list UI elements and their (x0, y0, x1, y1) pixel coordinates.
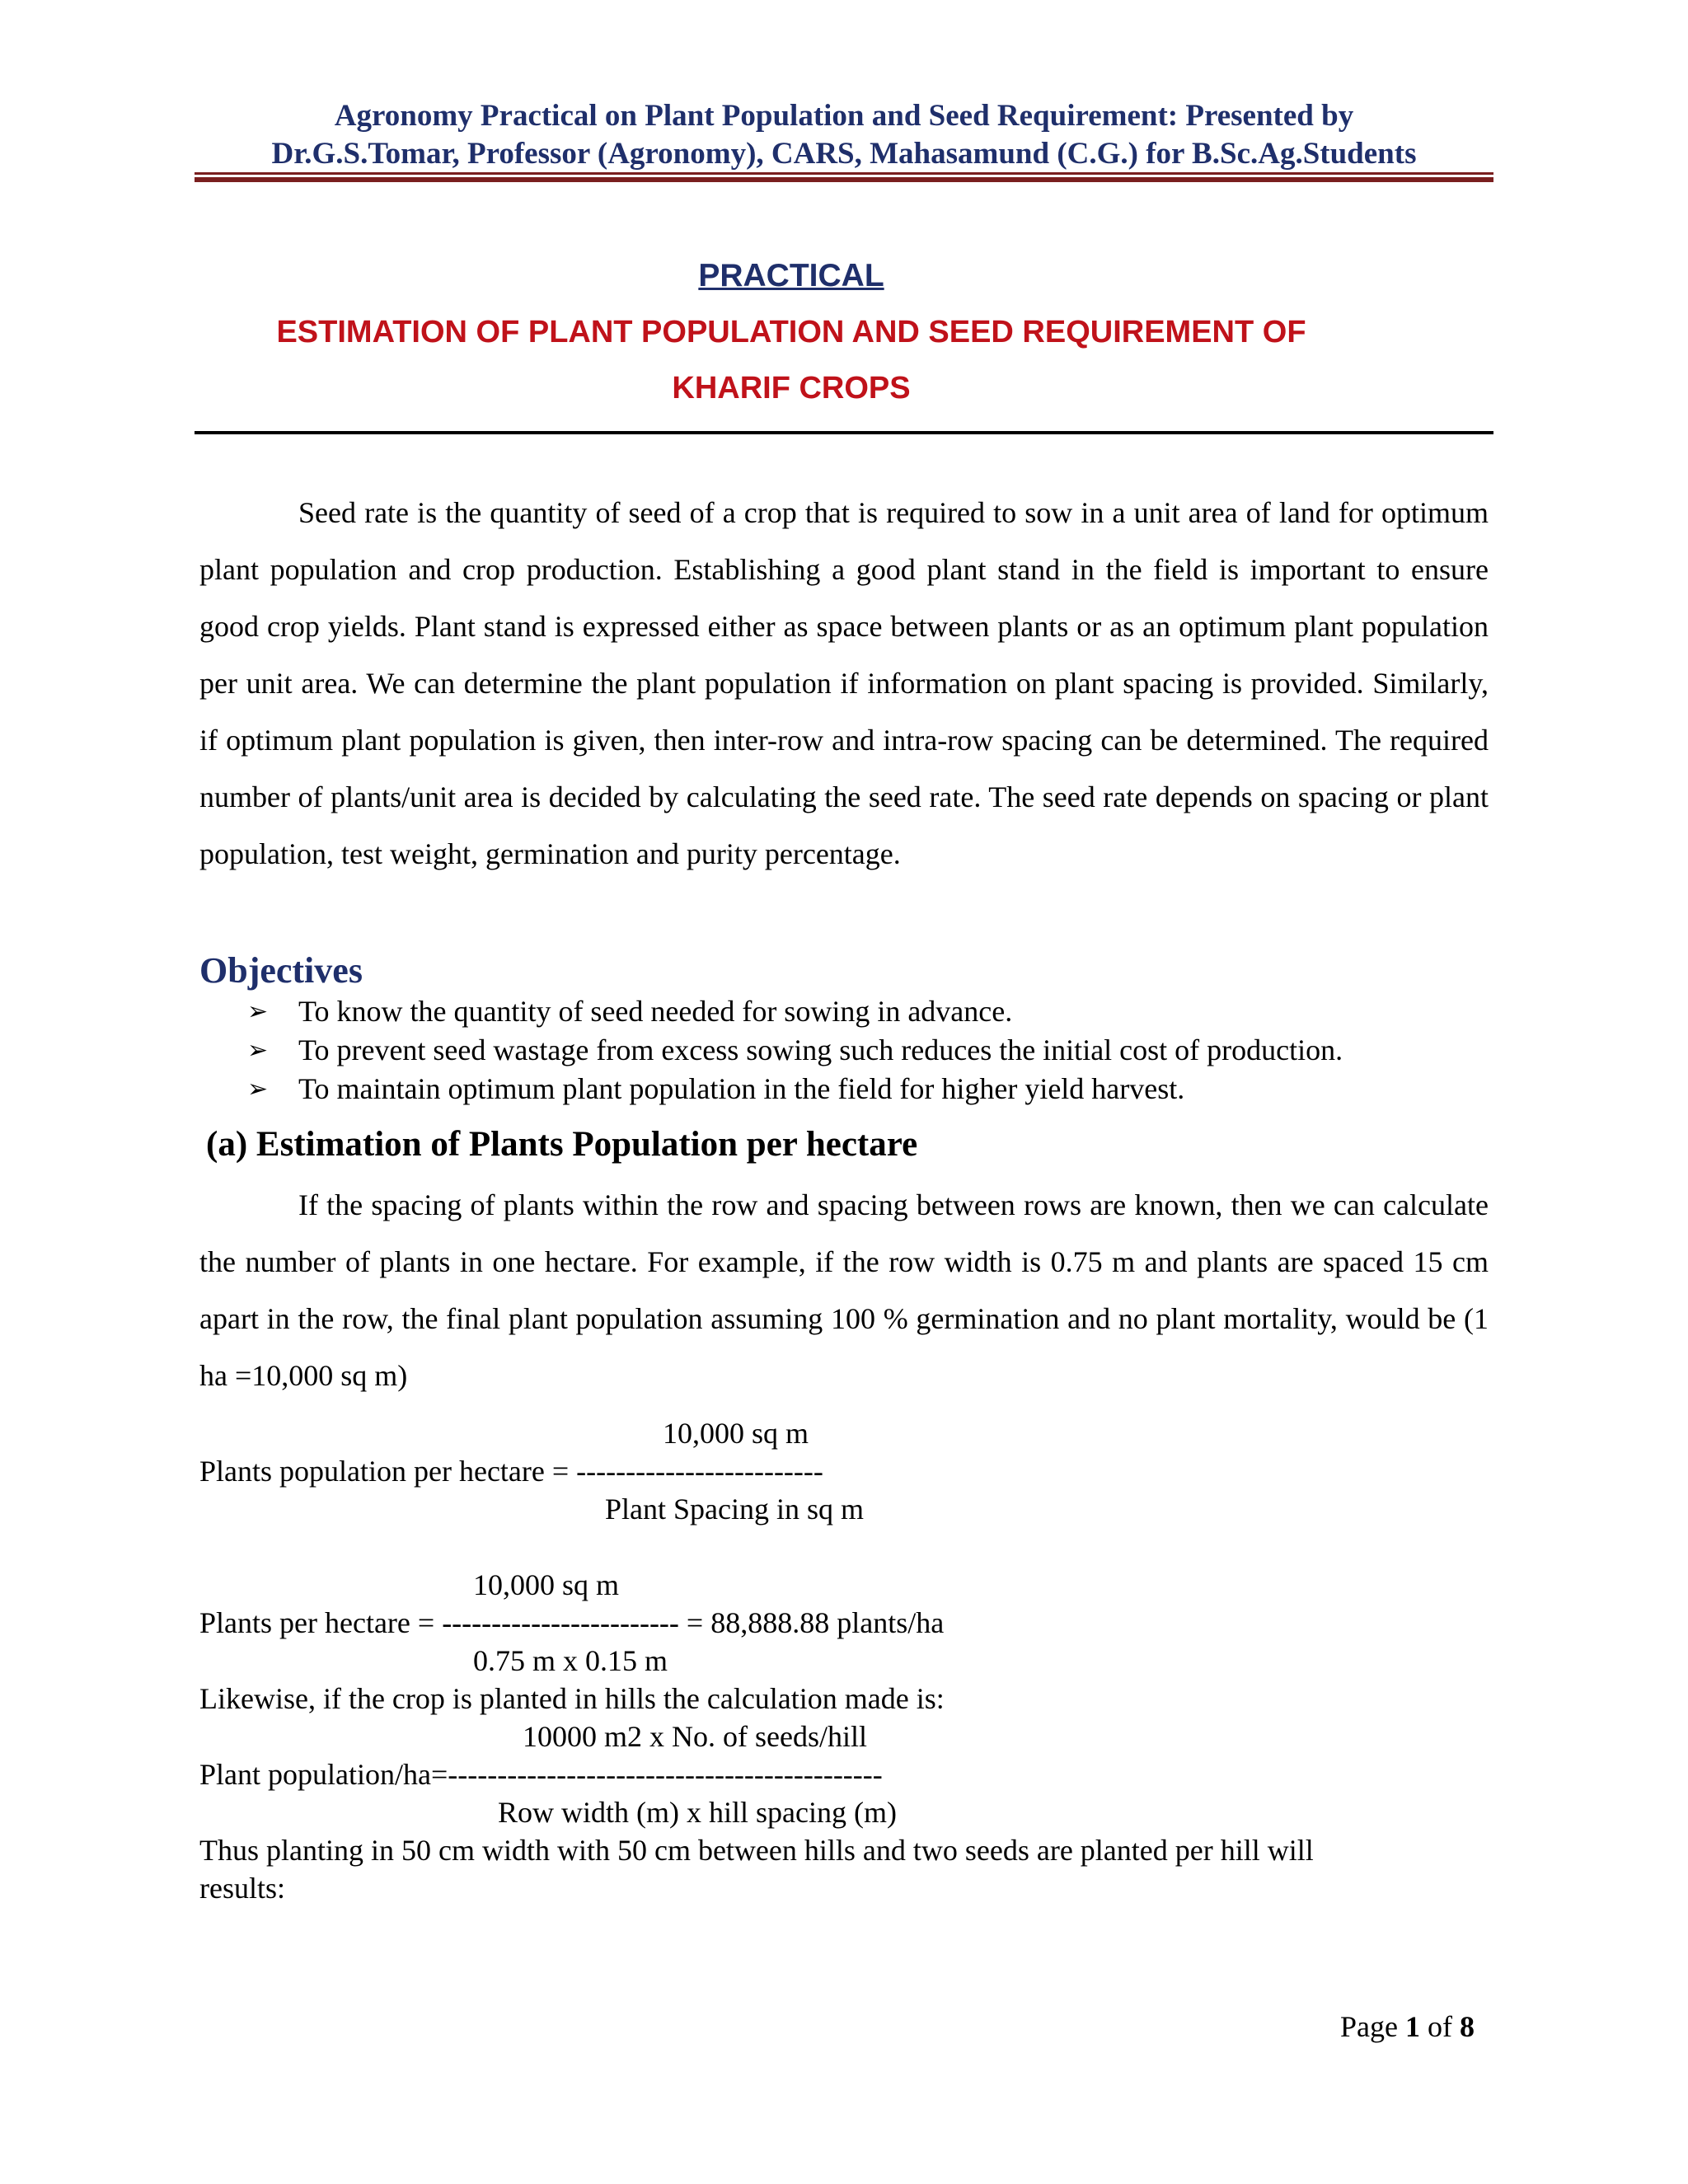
header-rule-thin (195, 172, 1493, 175)
formula3-denominator: Row width (m) x hill spacing (m) (498, 1796, 897, 1829)
list-item (247, 992, 1343, 1031)
section-a-heading: (a) Estimation of Plants Population per hectare (206, 1125, 918, 1164)
list-item (247, 1031, 1343, 1070)
header-rule-thick (195, 177, 1493, 182)
likewise-text: Likewise, if the crop is planted in hills the calculation made is: (199, 1682, 945, 1715)
title-line-1: ESTIMATION OF PLANT POPULATION AND SEED REQUIREMENT OF (276, 315, 1306, 349)
list-item (247, 1070, 1343, 1108)
objectives-heading: Objectives (199, 950, 363, 991)
title-rule (195, 431, 1493, 434)
header-line-2: Dr.G.S.Tomar, Professor (Agronomy), CARS, Mahasamund (C.G.) for B.Sc.Ag.Students (271, 137, 1417, 171)
objective-text: To know the quantity of seed needed for sowing in advance. (298, 995, 1013, 1028)
page-number (1340, 2008, 1475, 2046)
page-total: 8 (1459, 2010, 1475, 2043)
intro-paragraph: Seed rate is the quantity of seed of a crop that is required to sow in a unit area of land for optimum plant population and crop production. Establishing a good plant stand in the field is important to ensure good crop yields. Plant stand is expressed either as space between plants or as an optimum plant population per unit area. We can determine the plant population if information on plant spacing is provided. Similarly, if optimum plant population is given, then inter-row and intra-row spacing can be determined. The required number of plants/unit area is decided by calculating the seed rate. The seed rate depends on spacing or plant population, test weight, germination and purity percentage. (199, 496, 1489, 870)
formula3-numerator: 10000 m2 x No. of seeds/hill (523, 1720, 867, 1753)
running-header (195, 97, 1493, 173)
page-current: 1 (1404, 2010, 1420, 2043)
section-a-paragraph: If the spacing of plants within the row and spacing between rows are known, then we can calculate the number of plants in one hectare. For example, if the row width is 0.75 m and plants are spaced 15 cm apart in the row, the final plant population assuming 100 % germination and no plant mortality, would be (1 ha =10,000 sq m) (199, 1188, 1489, 1392)
objective-text: To maintain optimum plant population in the field for higher yield harvest. (298, 1072, 1185, 1105)
practical-heading: PRACTICAL (698, 258, 884, 293)
arrow-bullet-icon: ➢ (247, 1036, 269, 1065)
objective-text: To prevent seed wastage from excess sowing such reduces the initial cost of production. (298, 1033, 1343, 1066)
arrow-bullet-icon: ➢ (247, 997, 269, 1026)
page-label: Page (1340, 2010, 1398, 2043)
thus-line-1: Thus planting in 50 cm width with 50 cm between hills and two seeds are planted per hill will (199, 1834, 1314, 1867)
formula1-numerator: 10,000 sq m (663, 1417, 809, 1450)
page-of: of (1427, 2010, 1452, 2043)
formula2-denominator: 0.75 m x 0.15 m (473, 1644, 668, 1677)
formula2-lhs: Plants per hectare = ------------------------ = 88,888.88 plants/ha (199, 1606, 945, 1639)
formula2-numerator: 10,000 sq m (473, 1568, 620, 1601)
objectives-list (247, 992, 1343, 1108)
arrow-bullet-icon: ➢ (247, 1075, 269, 1104)
title-line-2: KHARIF CROPS (672, 371, 911, 405)
header-line-1: Agronomy Practical on Plant Population and Seed Requirement: Presented by (334, 99, 1354, 133)
formula3-lhs: Plant population/ha=-------------------------------------------- (199, 1758, 883, 1791)
thus-line-2: results: (199, 1872, 285, 1905)
formula1-denominator: Plant Spacing in sq m (605, 1493, 864, 1526)
formula1-lhs: Plants population per hectare = ------------------------- (199, 1455, 823, 1488)
